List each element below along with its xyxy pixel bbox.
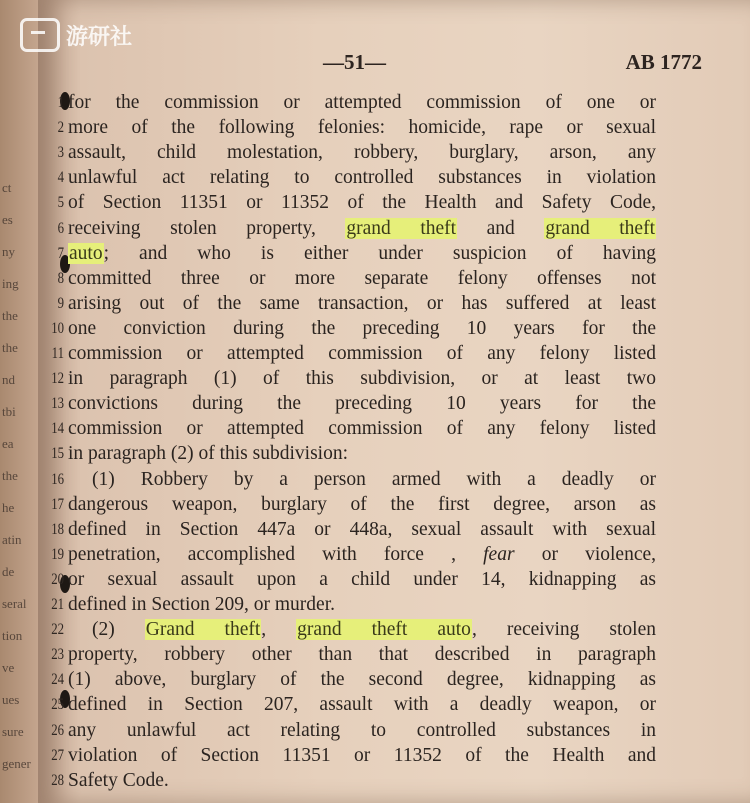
text-segment: assault, child molestation, robbery, burglary, arson, any bbox=[68, 142, 656, 164]
line-number: 10 bbox=[51, 319, 64, 337]
previous-page-fragment: he bbox=[2, 500, 15, 515]
line-number: 2 bbox=[57, 119, 64, 137]
text-line bbox=[38, 393, 750, 418]
text-line bbox=[38, 694, 750, 719]
line-number: 7 bbox=[57, 244, 64, 262]
line-text bbox=[68, 694, 656, 716]
line-text bbox=[68, 619, 656, 641]
highlighted-text: auto bbox=[69, 242, 103, 264]
line-number: 19 bbox=[51, 545, 64, 563]
text-segment: property, robbery other than that described in paragraph bbox=[68, 644, 656, 666]
text-segment: or violence, bbox=[514, 543, 657, 565]
line-text bbox=[68, 494, 656, 516]
text-line bbox=[38, 368, 750, 393]
text-line bbox=[38, 569, 750, 594]
line-text bbox=[68, 443, 656, 465]
text-segment: or sexual assault upon a child under 14, kidnapping as bbox=[68, 568, 656, 590]
text-line bbox=[38, 494, 750, 519]
document-page bbox=[38, 0, 750, 803]
line-number: 9 bbox=[57, 294, 64, 312]
text-segment: (1) Robbery by a person armed with a deadly or bbox=[92, 468, 656, 490]
line-text bbox=[68, 519, 656, 541]
previous-page-edge bbox=[0, 0, 38, 803]
text-line bbox=[38, 443, 750, 468]
line-number: 1 bbox=[57, 94, 64, 111]
line-text bbox=[68, 192, 656, 214]
text-line bbox=[38, 594, 750, 619]
text-segment: convictions during the preceding 10 years for the bbox=[68, 393, 656, 415]
text-line bbox=[38, 418, 750, 443]
line-number: 26 bbox=[51, 721, 64, 739]
text-line bbox=[38, 92, 750, 117]
line-text bbox=[68, 343, 656, 365]
line-number: 20 bbox=[51, 570, 64, 588]
page-header bbox=[38, 48, 750, 80]
line-text bbox=[68, 293, 656, 315]
line-text bbox=[68, 544, 656, 566]
text-line bbox=[38, 268, 750, 293]
text-line bbox=[38, 192, 750, 217]
watermark-logo-icon bbox=[20, 18, 60, 52]
line-number: 6 bbox=[57, 219, 64, 237]
line-text bbox=[68, 720, 656, 742]
previous-page-fragment: de bbox=[2, 564, 15, 579]
line-text bbox=[68, 92, 656, 114]
previous-page-fragment: sure bbox=[2, 724, 24, 739]
line-number: 8 bbox=[57, 269, 64, 287]
previous-page-fragment: tbi bbox=[2, 404, 16, 419]
previous-page-fragment: the bbox=[2, 308, 18, 323]
text-segment: of Section 11351 or 11352 of the Health and Safety Code, bbox=[68, 192, 656, 214]
line-number: 3 bbox=[57, 144, 64, 162]
line-text bbox=[68, 594, 656, 616]
text-segment: in paragraph (1) of this subdivision, or at least two bbox=[68, 368, 656, 390]
text-line bbox=[38, 243, 750, 268]
text-line bbox=[38, 117, 750, 142]
text-line bbox=[38, 720, 750, 745]
text-segment: fear bbox=[483, 543, 515, 565]
text-segment: defined in Section 447a or 448a, sexual assault with sexual bbox=[68, 518, 656, 540]
highlighted-text: Grand theft bbox=[145, 619, 261, 641]
line-number: 27 bbox=[51, 746, 64, 764]
previous-page-fragment: ve bbox=[2, 660, 15, 675]
highlighted-text: grand theft bbox=[545, 217, 655, 239]
line-text bbox=[68, 268, 656, 290]
line-text bbox=[68, 243, 656, 265]
text-segment: commission or attempted commission of any felony listed bbox=[68, 343, 656, 364]
text-segment: one conviction during the preceding 10 years for the bbox=[68, 317, 656, 339]
text-segment: defined in Section 207, assault with a deadly weapon, or bbox=[68, 694, 656, 716]
text-segment: , receiving stolen bbox=[471, 619, 656, 641]
line-text bbox=[68, 644, 656, 666]
line-text bbox=[68, 418, 656, 440]
line-number: 22 bbox=[51, 621, 64, 639]
text-segment: in paragraph (2) of this subdivision: bbox=[68, 443, 348, 465]
line-text bbox=[68, 745, 656, 767]
text-line bbox=[38, 167, 750, 192]
text-segment: more of the following felonies: homicide, rape or sexual bbox=[68, 117, 656, 139]
line-number: 18 bbox=[51, 520, 64, 538]
text-segment: (2) bbox=[92, 619, 145, 641]
line-number: 11 bbox=[51, 345, 64, 362]
text-segment: , bbox=[261, 619, 297, 641]
bill-identifier: AB 1772 bbox=[625, 50, 702, 74]
line-text bbox=[68, 569, 656, 591]
previous-page-fragment: es bbox=[2, 212, 13, 227]
previous-page-fragment: ea bbox=[2, 436, 14, 451]
text-segment: unlawful act relating to controlled substances in violation bbox=[68, 167, 656, 189]
line-number: 13 bbox=[51, 395, 64, 413]
text-segment: commission or attempted commission of any felony listed bbox=[68, 418, 656, 440]
text-segment: penetration, accomplished with force , bbox=[68, 543, 484, 565]
line-number: 28 bbox=[51, 771, 64, 789]
text-segment: receiving stolen property, bbox=[68, 217, 346, 239]
previous-page-fragment: ny bbox=[2, 244, 15, 259]
text-segment: violation of Section 11351 or 11352 of the Health and bbox=[68, 744, 656, 766]
page-number: —51— bbox=[323, 50, 386, 74]
text-segment: and bbox=[457, 217, 545, 239]
text-line bbox=[38, 669, 750, 694]
text-line bbox=[38, 770, 750, 795]
text-segment: dangerous weapon, burglary of the first degree, arson as bbox=[68, 493, 656, 515]
text-line bbox=[38, 644, 750, 669]
previous-page-fragment: ct bbox=[2, 180, 12, 195]
highlighted-text: grand theft auto bbox=[297, 619, 471, 641]
text-line bbox=[38, 619, 750, 644]
line-text bbox=[68, 393, 656, 415]
text-line bbox=[38, 142, 750, 167]
text-segment: defined in Section 209, or murder. bbox=[68, 594, 335, 615]
line-text bbox=[68, 770, 656, 792]
line-text bbox=[68, 142, 656, 164]
text-line bbox=[38, 745, 750, 770]
line-number: 15 bbox=[51, 445, 64, 463]
previous-page-fragment: the bbox=[2, 340, 18, 355]
line-number: 23 bbox=[51, 646, 64, 664]
watermark-text: 游研社 bbox=[66, 24, 133, 50]
previous-page-fragment: nd bbox=[2, 372, 15, 387]
text-segment: any unlawful act relating to controlled substances in bbox=[68, 719, 656, 741]
line-number: 5 bbox=[57, 194, 64, 212]
text-line bbox=[38, 343, 750, 368]
line-number: 16 bbox=[51, 470, 64, 488]
text-line bbox=[38, 318, 750, 343]
line-number: 25 bbox=[51, 696, 64, 714]
text-segment: committed three or more separate felony offenses not bbox=[68, 267, 656, 289]
highlighted-text: grand theft bbox=[346, 217, 457, 239]
text-line bbox=[38, 544, 750, 569]
line-text bbox=[68, 117, 656, 139]
line-text bbox=[68, 368, 656, 390]
watermark bbox=[20, 18, 132, 52]
line-text bbox=[68, 167, 656, 189]
line-number: 12 bbox=[51, 370, 64, 388]
line-number: 17 bbox=[51, 495, 64, 513]
line-number: 4 bbox=[57, 169, 64, 187]
previous-page-fragment: ues bbox=[2, 692, 20, 707]
line-text bbox=[68, 469, 656, 491]
previous-page-fragment: atin bbox=[2, 532, 22, 547]
line-number: 21 bbox=[51, 596, 64, 613]
previous-page-fragment: the bbox=[2, 468, 18, 483]
text-line bbox=[38, 218, 750, 243]
text-segment: ; and who is either under suspicion of having bbox=[103, 242, 656, 264]
previous-page-fragment: tion bbox=[2, 628, 23, 643]
line-number: 24 bbox=[51, 671, 64, 689]
text-segment: for the commission or attempted commission of one or bbox=[68, 92, 656, 113]
line-text bbox=[68, 318, 656, 340]
line-number: 14 bbox=[51, 420, 64, 438]
previous-page-fragment: gener bbox=[2, 756, 31, 771]
line-text bbox=[68, 669, 656, 691]
text-segment: Safety Code. bbox=[68, 769, 169, 791]
previous-page-fragment: seral bbox=[2, 596, 27, 611]
line-text bbox=[68, 218, 656, 240]
text-line bbox=[38, 519, 750, 544]
text-line bbox=[38, 293, 750, 318]
text-line bbox=[38, 469, 750, 494]
previous-page-fragment: ing bbox=[2, 276, 19, 291]
text-segment: arising out of the same transaction, or has suffered at least bbox=[68, 292, 656, 314]
text-segment: (1) above, burglary of the second degree, kidnapping as bbox=[68, 669, 656, 691]
